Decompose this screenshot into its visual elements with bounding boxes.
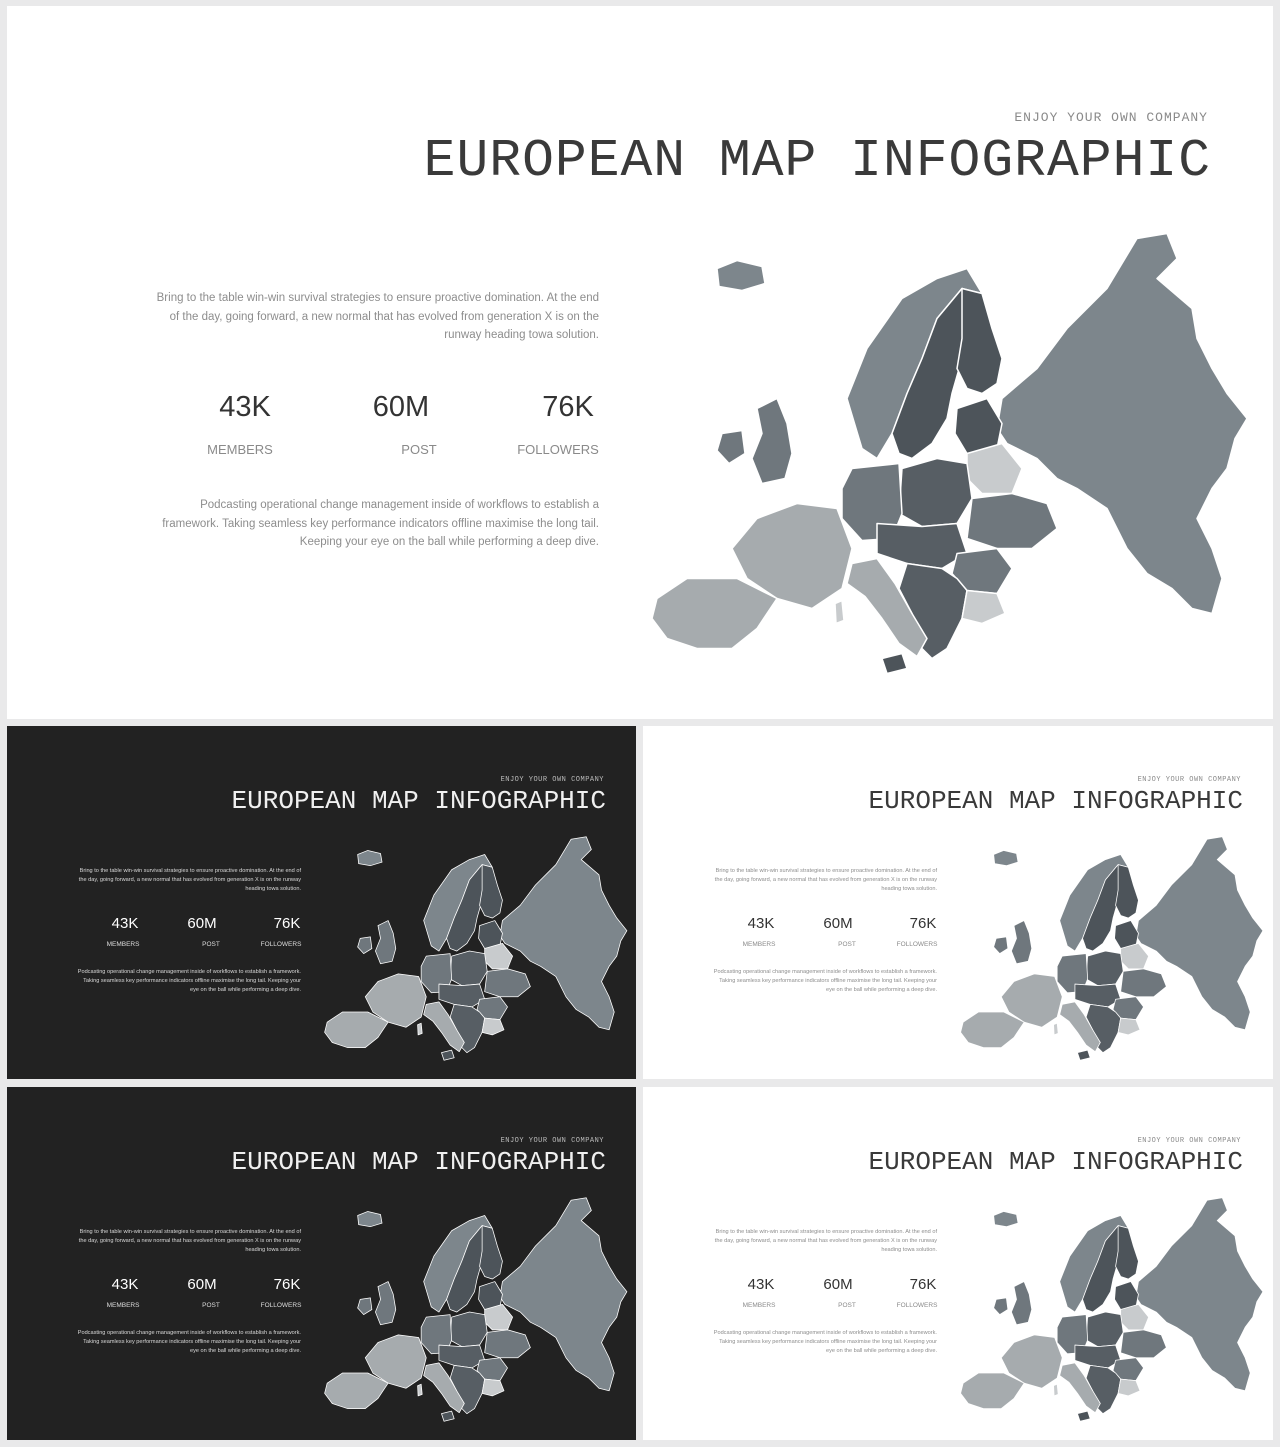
stat-value-post: 60M xyxy=(823,1276,853,1293)
intro-paragraph: Bring to the table win-win survival strategies to ensure proactive domination. At the end of the day, going forward, a new normal that has evolved from generation X is on the runway heading towa solution. xyxy=(714,868,937,892)
slide-title: EUROPEAN MAP INFOGRAPHIC xyxy=(231,786,606,816)
bulgaria-region xyxy=(482,1379,504,1396)
outro-paragraph: Podcasting operational change management inside of workflows to establish a framework. Taking seamless key performance indicators offline maximise the long tail. Keeping your eye on the ball while performing a deep dive. xyxy=(77,969,301,993)
stat-value-followers: 76K xyxy=(909,1276,937,1293)
russia-region xyxy=(1136,837,1263,1030)
stat-label-members: MEMBERS xyxy=(742,1302,776,1309)
central-europe-region xyxy=(439,1345,485,1368)
ireland-region xyxy=(994,1298,1008,1315)
stat-label-followers: FOLLOWERS xyxy=(896,941,938,948)
iceland-region xyxy=(994,1211,1018,1226)
stat-value-followers: 76K xyxy=(273,915,301,932)
poland-region xyxy=(899,459,972,527)
stat-value-members: 43K xyxy=(111,915,139,932)
iceland-region xyxy=(717,261,765,291)
sicily-region xyxy=(1077,1411,1090,1421)
slide-thumb-dark-1[interactable] xyxy=(7,726,636,1079)
stat-label-post: POST xyxy=(202,941,220,948)
sicily-region xyxy=(441,1411,454,1421)
stat-value-post: 60M xyxy=(187,1276,217,1293)
stat-label-members: MEMBERS xyxy=(207,442,273,457)
belarus-region xyxy=(485,1304,513,1329)
russia-region xyxy=(500,837,627,1030)
stat-label-followers: FOLLOWERS xyxy=(517,442,599,457)
outro-paragraph: Podcasting operational change management inside of workflows to establish a framework. Taking seamless key performance indicators offline maximise the long tail. Keeping your eye on the ball while performing a deep dive. xyxy=(713,969,937,993)
bulgaria-region xyxy=(962,591,1005,624)
stat-label-members: MEMBERS xyxy=(742,941,776,948)
uk-region xyxy=(752,399,792,484)
uk-region xyxy=(375,921,395,964)
corsica-region xyxy=(1054,1384,1059,1396)
iceland-region xyxy=(358,1211,382,1226)
intro-paragraph: Bring to the table win-win survival strategies to ensure proactive domination. At the end of the day, going forward, a new normal that has evolved from generation X is on the runway heading towa solution. xyxy=(714,1229,937,1253)
ukraine-region xyxy=(485,969,531,997)
bulgaria-region xyxy=(1118,1379,1140,1396)
ireland-region xyxy=(717,431,745,464)
europe-map xyxy=(317,826,632,1071)
ireland-region xyxy=(994,937,1008,954)
uk-region xyxy=(1011,921,1031,964)
finland-region xyxy=(1116,1226,1139,1279)
stat-label-followers: FOLLOWERS xyxy=(896,1302,938,1309)
slide-thumb-dark-2[interactable] xyxy=(7,1087,636,1440)
central-europe-region xyxy=(1075,984,1121,1007)
corsica-region xyxy=(835,601,844,624)
stat-value-post: 60M xyxy=(823,915,853,932)
intro-paragraph: Bring to the table win-win survival strategies to ensure proactive domination. At the end of the day, going forward, a new normal that has evolved from generation X is on the runway heading towa solution. xyxy=(78,868,301,892)
slide-tagline: ENJOY YOUR OWN COMPANY xyxy=(1014,110,1208,125)
ireland-region xyxy=(358,1298,372,1315)
iberia-region xyxy=(325,1012,389,1048)
corsica-region xyxy=(418,1023,423,1035)
uk-region xyxy=(375,1282,395,1325)
iceland-region xyxy=(994,850,1018,865)
slide-tagline: ENJOY YOUR OWN COMPANY xyxy=(1137,776,1241,784)
iberia-region xyxy=(652,579,777,649)
slide-title: EUROPEAN MAP INFOGRAPHIC xyxy=(868,786,1243,816)
russia-region xyxy=(1136,1198,1263,1391)
iberia-region xyxy=(325,1373,389,1409)
stat-value-post: 60M xyxy=(187,915,217,932)
ukraine-region xyxy=(967,494,1057,549)
intro-paragraph: Bring to the table win-win survival strategies to ensure proactive domination. At the end of the day, going forward, a new normal that has evolved from generation X is on the runway heading towa solution. xyxy=(156,292,599,341)
ukraine-region xyxy=(1121,969,1167,997)
ukraine-region xyxy=(485,1330,531,1358)
finland-region xyxy=(957,289,1002,394)
corsica-region xyxy=(418,1384,423,1396)
ireland-region xyxy=(358,937,372,954)
central-europe-region xyxy=(439,984,485,1007)
slide-tagline: ENJOY YOUR OWN COMPANY xyxy=(500,1137,604,1145)
belarus-region xyxy=(485,943,513,968)
slide-tagline: ENJOY YOUR OWN COMPANY xyxy=(1137,1137,1241,1145)
europe-map xyxy=(953,1187,1268,1432)
stat-label-followers: FOLLOWERS xyxy=(260,941,302,948)
stat-label-post: POST xyxy=(838,1302,856,1309)
stat-value-post: 60M xyxy=(372,391,430,423)
europe-map xyxy=(953,826,1268,1071)
bulgaria-region xyxy=(1118,1018,1140,1035)
corsica-region xyxy=(1054,1023,1059,1035)
stat-label-post: POST xyxy=(202,1302,220,1309)
stat-value-members: 43K xyxy=(747,915,775,932)
europe-map xyxy=(637,216,1257,691)
sicily-region xyxy=(882,654,907,674)
stat-label-post: POST xyxy=(401,442,437,457)
stat-label-followers: FOLLOWERS xyxy=(260,1302,302,1309)
central-europe-region xyxy=(877,524,967,569)
slide-main[interactable] xyxy=(7,6,1273,719)
slide-thumb-light-1[interactable] xyxy=(643,726,1273,1079)
finland-region xyxy=(480,1226,503,1279)
poland-region xyxy=(1086,951,1123,986)
finland-region xyxy=(1116,865,1139,918)
finland-region xyxy=(480,865,503,918)
stat-value-followers: 76K xyxy=(909,915,937,932)
outro-paragraph: Podcasting operational change management inside of workflows to establish a framework. Taking seamless key performance indicators offline maximise the long tail. Keeping your eye on the ball while performing a deep dive. xyxy=(162,499,599,548)
slide-title: EUROPEAN MAP INFOGRAPHIC xyxy=(231,1147,606,1177)
iceland-region xyxy=(358,850,382,865)
outro-paragraph: Podcasting operational change management inside of workflows to establish a framework. Taking seamless key performance indicators offline maximise the long tail. Keeping your eye on the ball while performing a deep dive. xyxy=(77,1330,301,1354)
stat-value-followers: 76K xyxy=(542,391,594,423)
iberia-region xyxy=(961,1012,1025,1048)
stat-label-members: MEMBERS xyxy=(106,1302,140,1309)
sicily-region xyxy=(1077,1050,1090,1060)
intro-paragraph: Bring to the table win-win survival strategies to ensure proactive domination. At the end of the day, going forward, a new normal that has evolved from generation X is on the runway heading towa solution. xyxy=(78,1229,301,1253)
bulgaria-region xyxy=(482,1018,504,1035)
europe-map xyxy=(317,1187,632,1432)
outro-paragraph: Podcasting operational change management inside of workflows to establish a framework. Taking seamless key performance indicators offline maximise the long tail. Keeping your eye on the ball while performing a deep dive. xyxy=(713,1330,937,1354)
stat-label-members: MEMBERS xyxy=(106,941,140,948)
slide-title: EUROPEAN MAP INFOGRAPHIC xyxy=(868,1147,1243,1177)
slide-tagline: ENJOY YOUR OWN COMPANY xyxy=(500,776,604,784)
belarus-region xyxy=(1121,943,1149,968)
slide-thumb-light-2[interactable] xyxy=(643,1087,1273,1440)
iberia-region xyxy=(961,1373,1025,1409)
stat-label-post: POST xyxy=(838,941,856,948)
poland-region xyxy=(450,951,487,986)
russia-region xyxy=(500,1198,627,1391)
stat-value-members: 43K xyxy=(219,391,271,423)
sicily-region xyxy=(441,1050,454,1060)
stat-value-members: 43K xyxy=(747,1276,775,1293)
stat-value-members: 43K xyxy=(111,1276,139,1293)
slide-title: EUROPEAN MAP INFOGRAPHIC xyxy=(423,131,1211,191)
central-europe-region xyxy=(1075,1345,1121,1368)
russia-region xyxy=(997,234,1247,614)
poland-region xyxy=(450,1312,487,1347)
stat-value-followers: 76K xyxy=(273,1276,301,1293)
uk-region xyxy=(1011,1282,1031,1325)
ukraine-region xyxy=(1121,1330,1167,1358)
belarus-region xyxy=(967,444,1022,494)
belarus-region xyxy=(1121,1304,1149,1329)
poland-region xyxy=(1086,1312,1123,1347)
